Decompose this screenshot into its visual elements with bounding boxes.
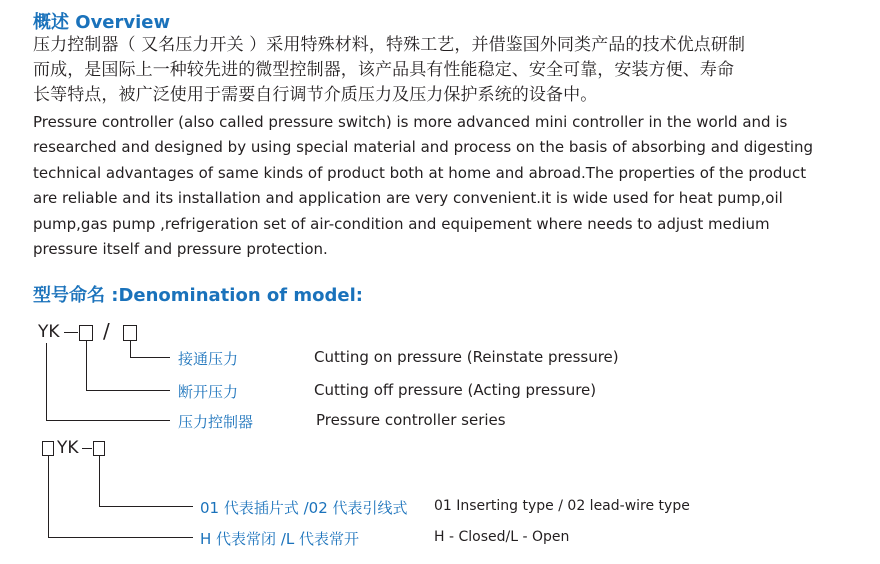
model1-item-1-en: Cutting on pressure (Reinstate pressure) bbox=[314, 348, 619, 366]
connector-line bbox=[46, 343, 47, 421]
model1-item-2-en: Cutting off pressure (Acting pressure) bbox=[314, 381, 597, 399]
model1-box-2 bbox=[123, 325, 137, 341]
overview-en-line-4: are reliable and its installation and application are very convenient.it is wide used for heat pump,oil bbox=[33, 189, 783, 207]
model1-item-3-cn: 压力控制器 bbox=[178, 413, 254, 431]
overview-en-line-6: pressure itself and pressure protection. bbox=[33, 240, 328, 258]
connector-line bbox=[48, 456, 49, 538]
model2-item-2-en: H - Closed/L - Open bbox=[434, 529, 570, 545]
model2-item-1-cn: 01 代表插片式 /02 代表引线式 bbox=[200, 499, 408, 517]
overview-en-line-5: pump,gas pump ,refrigeration set of air-condition and equipement where needs to adjust medium bbox=[33, 215, 770, 233]
model1-box-1 bbox=[79, 325, 93, 341]
overview-en-line-3: technical advantages of same kinds of product both at home and abroad.The properties of the product bbox=[33, 164, 807, 182]
model1-prefix: YK bbox=[38, 322, 60, 342]
overview-en-line-1: Pressure controller (also called pressure switch) is more advanced mini controller in the world and is bbox=[33, 113, 788, 131]
connector-line bbox=[86, 341, 87, 391]
overview-cn-line-2: 而成，是国际上一种较先进的微型控制器，该产品具有性能稳定、安全可靠，安装方便、寿命 bbox=[33, 60, 735, 80]
overview-en-line-2: researched and designed by using special material and process on the basis of absorbing and digesting bbox=[33, 138, 814, 156]
connector-line bbox=[130, 341, 131, 358]
model1-item-2-cn: 断开压力 bbox=[178, 383, 239, 401]
model2-item-2-cn: H 代表常闭 /L 代表常开 bbox=[200, 530, 359, 548]
connector-line bbox=[86, 390, 170, 391]
model1-slash: / bbox=[103, 319, 110, 343]
model1-dash bbox=[64, 332, 78, 333]
overview-cn-line-3: 长等特点，被广泛使用于需要自行调节介质压力及压力保护系统的设备中。 bbox=[33, 85, 598, 105]
model2-prefix: YK bbox=[57, 438, 79, 458]
overview-title: 概述 Overview bbox=[33, 12, 171, 33]
connector-line bbox=[46, 420, 170, 421]
model2-dash bbox=[82, 448, 92, 449]
model1-item-1-cn: 接通压力 bbox=[178, 350, 239, 368]
connector-line bbox=[99, 506, 193, 507]
denomination-title: 型号命名 :Denomination of model: bbox=[33, 285, 363, 306]
overview-cn-line-1: 压力控制器（ 又名压力开关 ）采用特殊材料，特殊工艺，并借鉴国外同类产品的技术优点研制 bbox=[33, 35, 746, 55]
connector-line bbox=[130, 357, 170, 358]
model1-item-3-en: Pressure controller series bbox=[316, 411, 506, 429]
model2-box-2 bbox=[93, 441, 105, 456]
connector-line bbox=[99, 456, 100, 507]
model2-item-1-en: 01 Inserting type / 02 lead-wire type bbox=[434, 498, 690, 514]
model2-box-1 bbox=[42, 441, 54, 456]
connector-line bbox=[48, 537, 193, 538]
